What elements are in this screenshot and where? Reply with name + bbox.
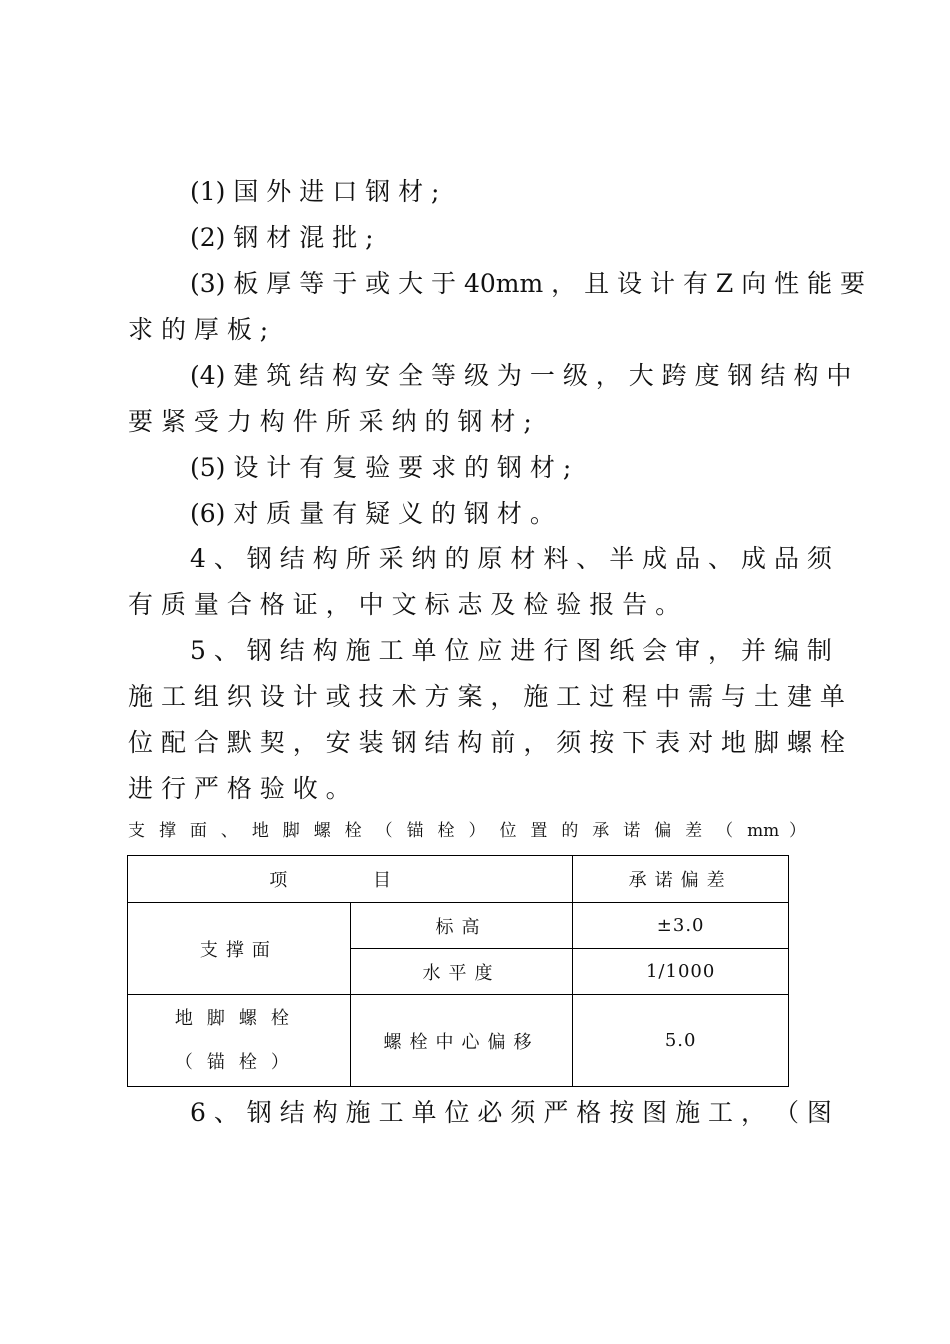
- list-item-4-line1: (4) 建 筑 结 构 安 全 等 级 为 一 级 ， 大 跨 度 钢 结 构 中: [190, 361, 852, 390]
- section-5-line3: 位 配 合 默 契 ， 安 装 钢 结 构 前 ， 须 按 下 表 对 地 脚 螺 栓: [128, 728, 845, 757]
- section-4-line1: 4 、 钢 结 构 所 采 纳 的 原 材 料 、 半 成 品 、 成 品 须: [190, 544, 832, 573]
- tolerance-table: [127, 855, 789, 1087]
- header-item-cell: 项 目: [128, 856, 573, 903]
- list-item-1: (1) 国 外 进 口 钢 材 ;: [190, 177, 440, 206]
- table-caption: 支 撑 面 、 地 脚 螺 栓 （ 锚 栓 ） 位 置 的 承 诺 偏 差 （ mm ）: [128, 821, 806, 841]
- row-elevation-value: ±3.0: [573, 903, 789, 949]
- list-item-5: (5) 设 计 有 复 验 要 求 的 钢 材 ;: [190, 453, 572, 482]
- section-5-line2: 施 工 组 织 设 计 或 技 术 方 案 ， 施 工 过 程 中 需 与 土 建 单: [128, 682, 845, 711]
- table-header-row: [128, 856, 789, 903]
- group-anchor-bolt: 地脚螺栓（锚栓）: [128, 995, 351, 1087]
- row-elevation-item: 标高: [350, 903, 573, 949]
- list-item-3-line1: (3) 板 厚 等 于 或 大 于 40mm ， 且 设 计 有 Z 向 性 能 要: [190, 269, 866, 298]
- header-tolerance-cell: 承诺偏差: [573, 856, 789, 903]
- section-4-line2: 有 质 量 合 格 证 ， 中 文 标 志 及 检 验 报 告 。: [128, 590, 681, 619]
- section-5-line1: 5 、 钢 结 构 施 工 单 位 应 进 行 图 纸 会 审 ， 并 编 制: [190, 636, 832, 665]
- row-levelness-value: 1/1000: [573, 949, 789, 995]
- row-bolt-offset-value: 5.0: [573, 995, 789, 1087]
- list-item-4-line2: 要 紧 受 力 构 件 所 采 纳 的 钢 材 ;: [128, 407, 532, 436]
- list-item-2: (2) 钢 材 混 批 ;: [190, 223, 374, 252]
- list-item-3-line2: 求 的 厚 板 ;: [128, 315, 269, 344]
- table-row: [128, 995, 789, 1087]
- row-bolt-offset-item: 螺栓中心偏移: [350, 995, 573, 1087]
- section-5-line4: 进 行 严 格 验 收 。: [128, 774, 351, 803]
- table-row: [128, 903, 789, 949]
- group-support-surface: 支撑面: [128, 903, 351, 995]
- row-levelness-item: 水平度: [350, 949, 573, 995]
- list-item-6: (6) 对 质 量 有 疑 义 的 钢 材 。: [190, 499, 555, 528]
- section-6-line1: 6 、 钢 结 构 施 工 单 位 必 须 严 格 按 图 施 工 ， （ 图: [190, 1098, 832, 1127]
